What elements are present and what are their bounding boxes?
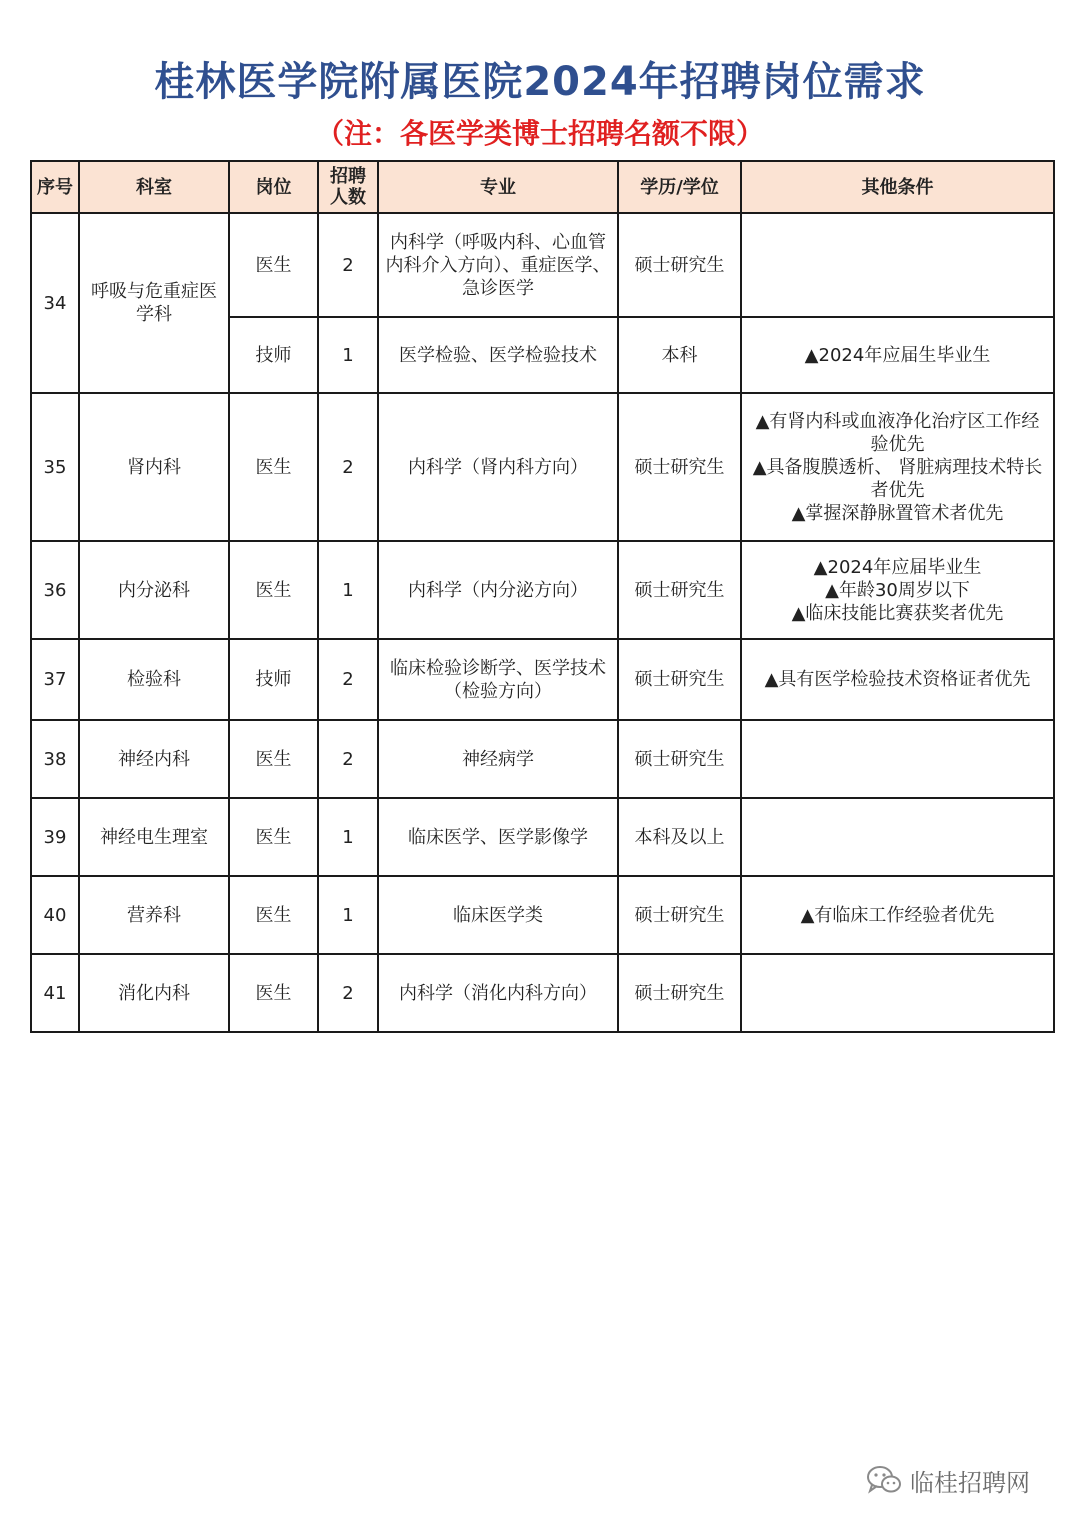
cell-dept: 检验科 [79,639,229,720]
cell-count: 1 [318,876,378,954]
condition-item: ▲具有医学检验技术资格证者优先 [764,669,1031,690]
page-title: 桂林医学院附属医院2024年招聘岗位需求 [154,59,926,105]
cell-edu: 硕士研究生 [618,954,741,1032]
cell-cond [741,639,1054,720]
cell-count: 1 [318,317,378,393]
cell-major: 神经病学 [378,720,618,798]
cell-count: 2 [318,393,378,541]
cell-cond [741,720,1054,798]
cell-major: 医学检验、医学检验技术 [378,317,618,393]
cell-post: 技师 [229,639,318,720]
cell-no: 41 [31,954,79,1032]
header-major: 专业 [378,161,618,213]
cell-post: 医生 [229,393,318,541]
cell-dept: 神经内科 [79,720,229,798]
cell-dept: 神经电生理室 [79,798,229,876]
cell-edu: 硕士研究生 [618,213,741,317]
cell-post: 医生 [229,876,318,954]
header-edu: 学历/学位 [618,161,741,213]
cell-edu: 硕士研究生 [618,541,741,639]
cell-post: 医生 [229,541,318,639]
cell-cond [741,541,1054,639]
cell-no: 38 [31,720,79,798]
header-post: 岗位 [229,161,318,213]
condition-item: ▲掌握深静脉置管术者优先 [791,502,1004,524]
header-no: 序号 [31,161,79,213]
cell-count: 2 [318,720,378,798]
cell-cond [741,393,1054,541]
header-count [318,161,378,213]
cell-count: 2 [318,213,378,317]
cell-major: 临床医学类 [378,876,618,954]
cell-no: 39 [31,798,79,876]
cell-no: 35 [31,393,79,541]
cell-edu: 硕士研究生 [618,639,741,720]
cell-post: 医生 [229,798,318,876]
cell-post: 医生 [229,213,318,317]
header-count-line1: 招聘 [330,166,366,187]
watermark [866,1460,1030,1500]
cell-dept: 消化内科 [79,954,229,1032]
condition-item: ▲2024年应届毕业生 [813,556,982,578]
cell-cond [741,317,1054,393]
table-row [31,954,1054,1032]
cell-dept: 营养科 [79,876,229,954]
condition-item: ▲有肾内科或血液净化治疗区工作经验优先 [755,410,1040,455]
table-row [31,213,1054,317]
cell-major: 内科学（呼吸内科、心血管内科介入方向）、重症医学、急诊医学 [378,213,618,317]
watermark-text: 临桂招聘网 [910,1468,1030,1497]
cell-count: 1 [318,541,378,639]
cell-no: 36 [31,541,79,639]
header-dept: 科室 [79,161,229,213]
cell-edu: 硕士研究生 [618,720,741,798]
cell-post: 医生 [229,954,318,1032]
cell-post: 技师 [229,317,318,393]
condition-item: ▲临床技能比赛获奖者优先 [791,602,1004,624]
table-header-row [31,161,1054,213]
cell-count: 1 [318,798,378,876]
cell-cond [741,954,1054,1032]
table-row [31,393,1054,541]
cell-cond [741,876,1054,954]
table-row [31,798,1054,876]
page-note: （注：各医学类博士招聘名额不限） [315,117,764,150]
table-row [31,876,1054,954]
table-row [31,541,1054,639]
header-count-line2: 人数 [330,187,366,208]
condition-item: ▲具备腹膜透析、 肾脏病理技术特长者优先 [752,456,1043,501]
condition-item: ▲2024年应届生毕业生 [804,344,991,366]
recruitment-table [30,160,1055,1033]
cell-post: 医生 [229,720,318,798]
cell-major: 临床医学、医学影像学 [378,798,618,876]
cell-count: 2 [318,954,378,1032]
cell-major: 内科学（内分泌方向） [378,541,618,639]
cell-major: 内科学（消化内科方向） [378,954,618,1032]
cell-count: 2 [318,639,378,720]
cell-major: 内科学（肾内科方向） [378,393,618,541]
cell-no: 40 [31,876,79,954]
cell-cond [741,213,1054,317]
cell-edu: 硕士研究生 [618,393,741,541]
cell-dept: 呼吸与危重症医学科 [79,213,229,393]
cell-major: 临床检验诊断学、医学技术（检验方向） [378,639,618,720]
condition-item: ▲年龄30周岁以下 [825,579,970,601]
table-row [31,639,1054,720]
cell-dept: 肾内科 [79,393,229,541]
cell-no: 37 [31,639,79,720]
cell-dept: 内分泌科 [79,541,229,639]
condition-item: ▲有临床工作经验者优先 [800,904,995,926]
cell-edu: 本科及以上 [618,798,741,876]
cell-cond [741,798,1054,876]
header-cond: 其他条件 [741,161,1054,213]
cell-no: 34 [31,213,79,393]
table-row [31,720,1054,798]
cell-edu: 硕士研究生 [618,876,741,954]
cell-edu: 本科 [618,317,741,393]
wechat-icon [866,1465,902,1495]
